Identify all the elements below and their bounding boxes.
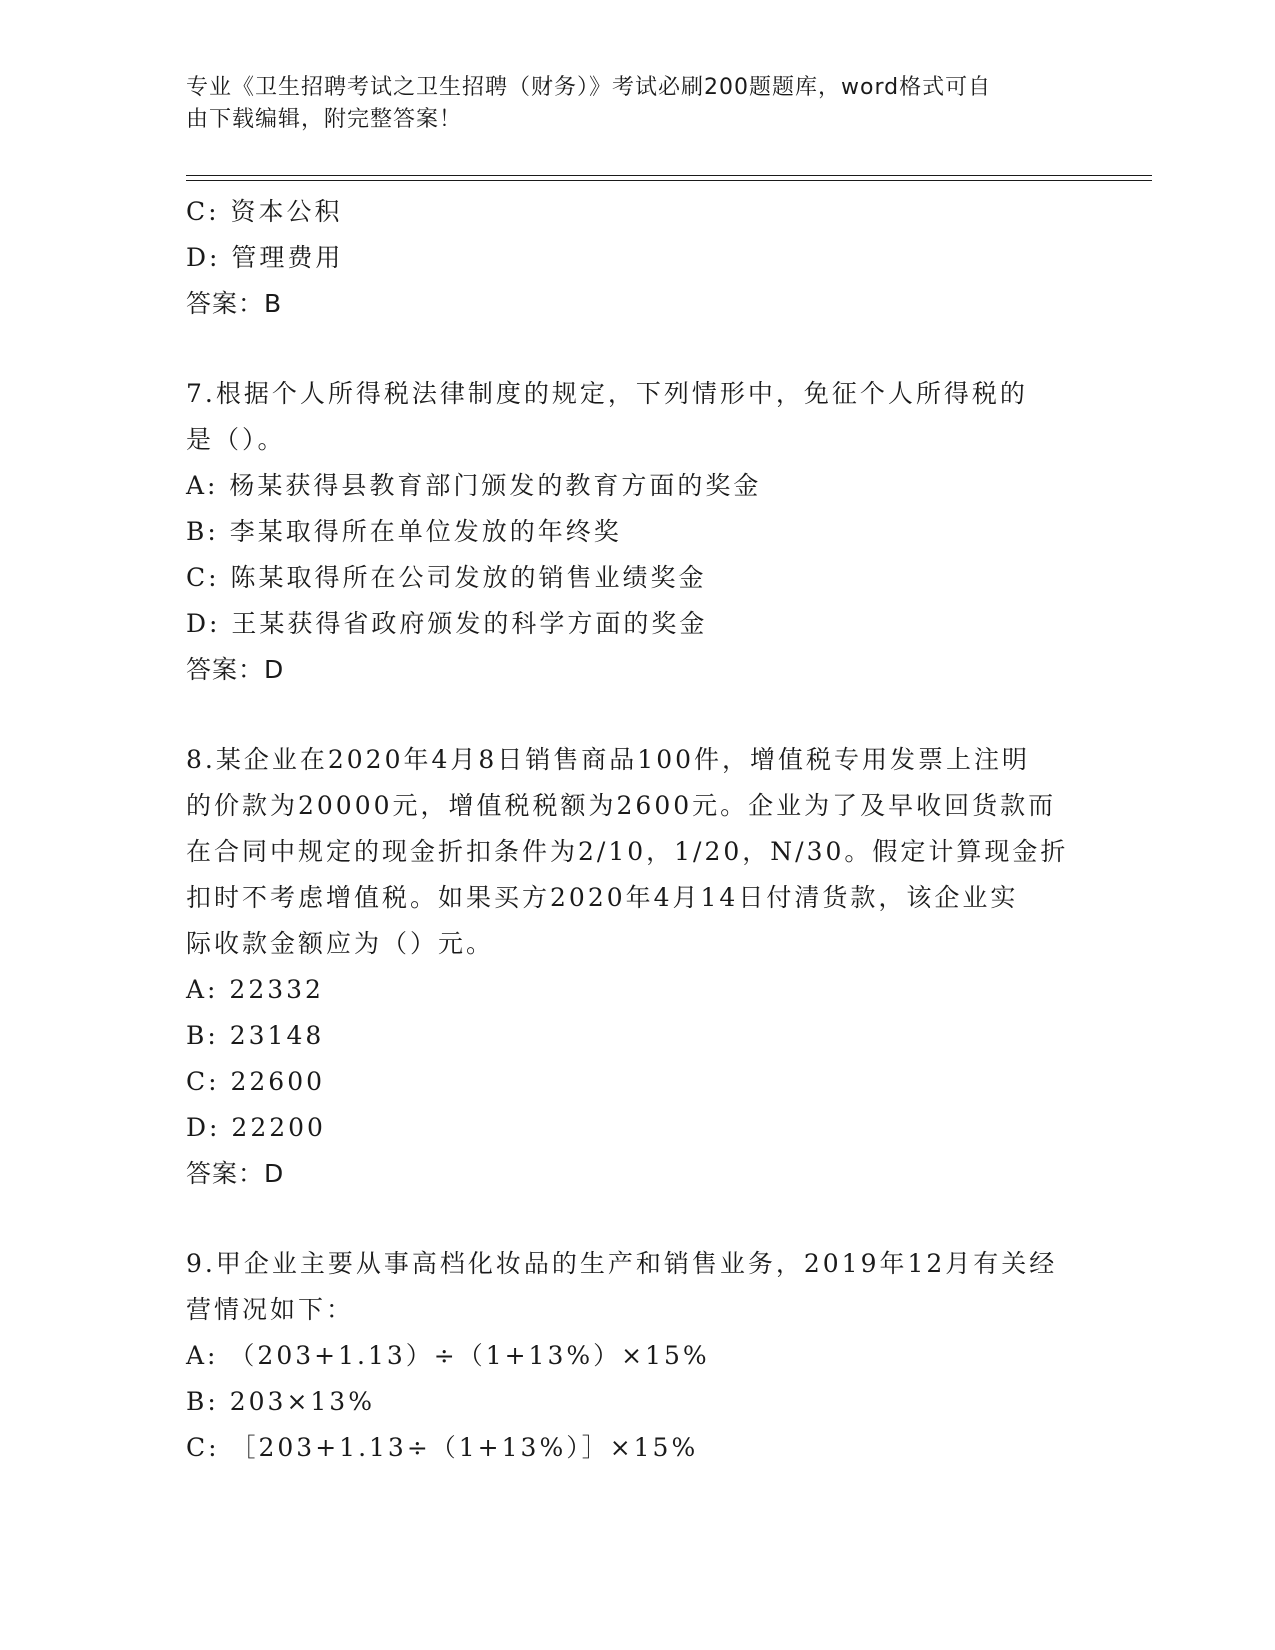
header-divider-bottom bbox=[186, 180, 1152, 181]
question-text-line: 营情况如下： bbox=[186, 1295, 355, 1324]
option-a: A: （203+1.13）÷（1+13%）×15% bbox=[186, 1341, 710, 1370]
option-d: D: 王某获得省政府颁发的科学方面的奖金 bbox=[186, 609, 708, 638]
option-d: D: 22200 bbox=[186, 1113, 326, 1142]
option-c: C: ［203+1.13÷（1+13%）］×15% bbox=[186, 1433, 699, 1462]
header-divider-top bbox=[186, 175, 1152, 176]
question-6-tail bbox=[186, 189, 1086, 327]
option-c: C: 资本公积 bbox=[186, 197, 343, 226]
question-text-line: 8.某企业在2020年4月8日销售商品100件，增值税专用发票上注明 bbox=[186, 745, 1031, 774]
option-b: B: 李某取得所在单位发放的年终奖 bbox=[186, 517, 622, 546]
page-header bbox=[186, 72, 1066, 136]
question-9 bbox=[186, 1241, 1086, 1471]
question-8 bbox=[186, 737, 1086, 1197]
header-line-1: 专业《卫生招聘考试之卫生招聘（财务）》考试必刷200题题库，word格式可自 bbox=[186, 75, 992, 100]
question-text-line: 际收款金额应为（）元。 bbox=[186, 929, 495, 958]
question-text-line: 7.根据个人所得税法律制度的规定，下列情形中，免征个人所得税的 bbox=[186, 379, 1028, 408]
question-7 bbox=[186, 371, 1086, 693]
option-b: B: 23148 bbox=[186, 1021, 325, 1050]
option-a: A: 杨某获得县教育部门颁发的教育方面的奖金 bbox=[186, 471, 762, 500]
option-b: B: 203×13% bbox=[186, 1387, 375, 1416]
spacer bbox=[186, 327, 1086, 371]
question-text-line: 的价款为20000元，增值税税额为2600元。企业为了及早收回货款而 bbox=[186, 791, 1057, 820]
answer-line: 答案：B bbox=[186, 289, 283, 318]
question-text-line: 9.甲企业主要从事高档化妆品的生产和销售业务，2019年12月有关经 bbox=[186, 1249, 1058, 1278]
option-d: D: 管理费用 bbox=[186, 243, 344, 272]
option-c: C: 陈某取得所在公司发放的销售业绩奖金 bbox=[186, 563, 707, 592]
header-line-2: 由下载编辑，附完整答案！ bbox=[186, 107, 463, 132]
question-text-line: 在合同中规定的现金折扣条件为2/10，1/20，N/30。假定计算现金折 bbox=[186, 837, 1069, 866]
option-a: A: 22332 bbox=[186, 975, 324, 1004]
question-text-line: 是（）。 bbox=[186, 425, 286, 454]
spacer bbox=[186, 1197, 1086, 1241]
answer-line: 答案：D bbox=[186, 1159, 285, 1188]
question-text-line: 扣时不考虑增值税。如果买方2020年4月14日付清货款，该企业实 bbox=[186, 883, 1019, 912]
spacer bbox=[186, 693, 1086, 737]
option-c: C: 22600 bbox=[186, 1067, 326, 1096]
document-body bbox=[186, 189, 1086, 1471]
answer-line: 答案：D bbox=[186, 655, 285, 684]
